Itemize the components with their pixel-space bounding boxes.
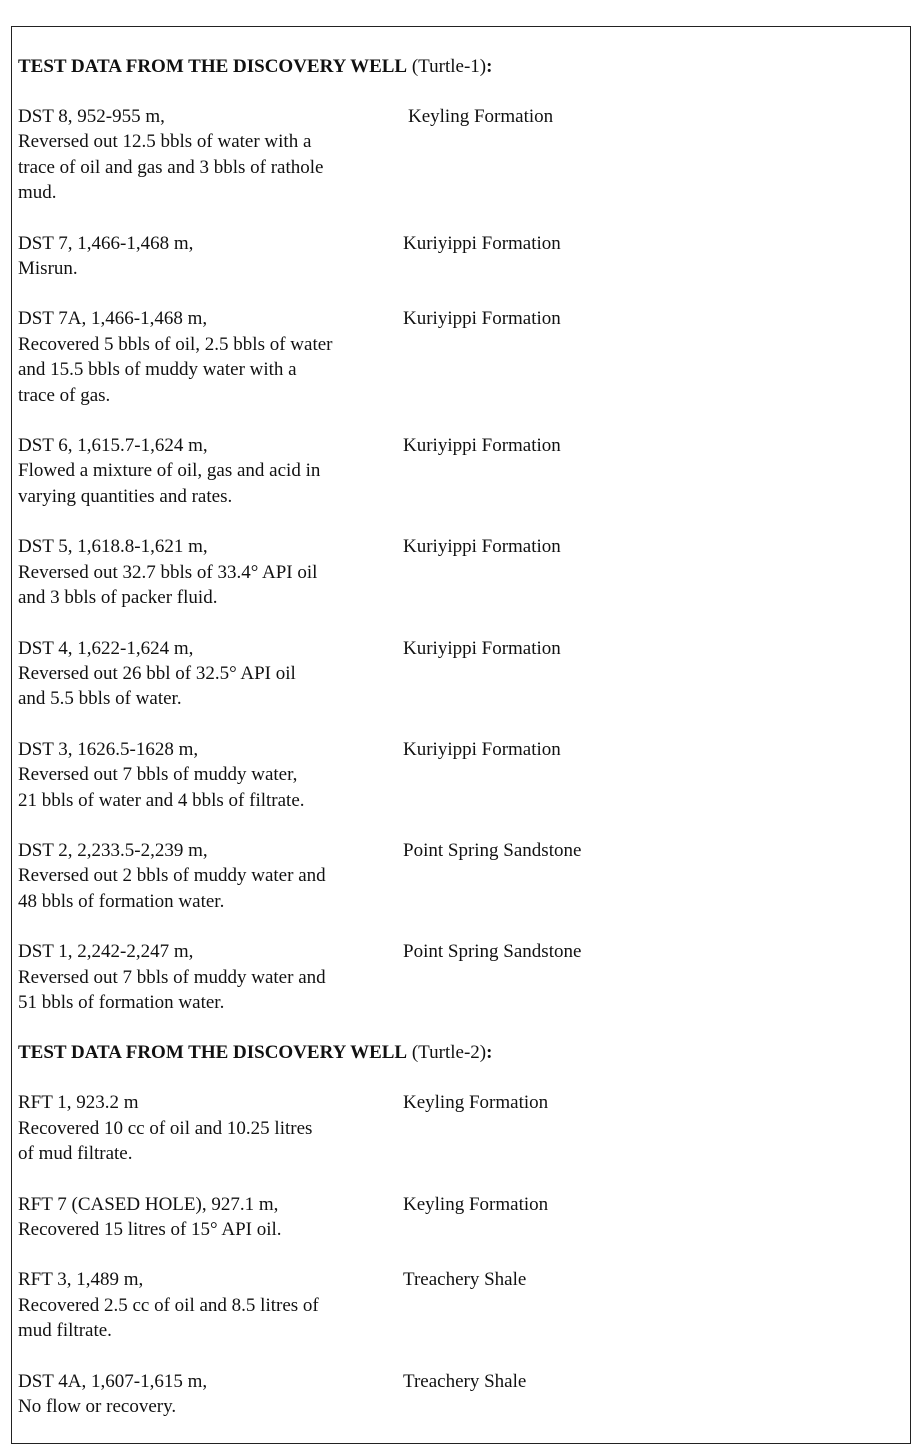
test-description bbox=[18, 104, 388, 206]
heading-bold: TEST DATA FROM THE DISCOVERY WELL bbox=[18, 56, 408, 77]
section-turtle-2 bbox=[18, 1040, 898, 1419]
test-line: Recovered 2.5 cc of oil and 8.5 litres of bbox=[18, 1294, 319, 1316]
heading-colon: : bbox=[486, 1042, 493, 1064]
formation-name: Keyling Formation bbox=[403, 1193, 549, 1215]
test-line: DST 4A, 1,607-1,615 m, bbox=[18, 1370, 208, 1392]
test-line: mud. bbox=[18, 182, 57, 204]
test-description bbox=[18, 838, 388, 914]
heading-well: (Turtle-1) bbox=[407, 56, 487, 77]
test-line: and 3 bbls of packer fluid. bbox=[18, 587, 218, 609]
test-description bbox=[18, 1090, 388, 1166]
test-line: DST 3, 1626.5-1628 m, bbox=[18, 738, 199, 760]
test-description bbox=[18, 1369, 388, 1420]
test-entry bbox=[18, 231, 898, 282]
test-description bbox=[18, 636, 388, 712]
test-description bbox=[18, 433, 388, 509]
formation-name: Kuriyippi Formation bbox=[403, 637, 561, 659]
test-line: DST 1, 2,242-2,247 m, bbox=[18, 941, 194, 963]
heading-well: (Turtle-2) bbox=[407, 1042, 487, 1064]
test-entry bbox=[18, 433, 898, 509]
test-line: RFT 3, 1,489 m, bbox=[18, 1269, 144, 1291]
test-line: Recovered 10 cc of oil and 10.25 litres bbox=[18, 1117, 313, 1139]
test-line: Recovered 15 litres of 15° API oil. bbox=[18, 1219, 282, 1240]
test-entry bbox=[18, 306, 898, 408]
test-line: Reversed out 7 bbls of muddy water and bbox=[18, 966, 326, 988]
test-line: 48 bbls of formation water. bbox=[18, 890, 225, 912]
formation-name: Treachery Shale bbox=[403, 1269, 527, 1291]
test-description bbox=[18, 939, 388, 1015]
test-line: DST 7, 1,466-1,468 m, bbox=[18, 232, 194, 254]
formation-name: Kuriyippi Formation bbox=[403, 536, 561, 558]
test-line: Reversed out 26 bbl of 32.5° API oil bbox=[18, 662, 296, 684]
test-entry bbox=[18, 939, 898, 1015]
test-line: and 5.5 bbls of water. bbox=[18, 688, 182, 710]
section-turtle-1 bbox=[18, 54, 898, 1015]
test-description bbox=[18, 1267, 388, 1343]
test-entry bbox=[18, 1192, 898, 1243]
section-heading bbox=[18, 1040, 898, 1065]
heading-bold: TEST DATA FROM THE DISCOVERY WELL bbox=[18, 1042, 408, 1064]
test-description bbox=[18, 1192, 388, 1243]
test-line: 21 bbls of water and 4 bbls of filtrate. bbox=[18, 789, 305, 811]
formation-name: Kuriyippi Formation bbox=[403, 738, 561, 760]
test-line: varying quantities and rates. bbox=[18, 485, 233, 507]
document-content bbox=[18, 54, 898, 1444]
test-line: DST 6, 1,615.7-1,624 m, bbox=[18, 435, 208, 457]
test-entry bbox=[18, 838, 898, 914]
test-line: RFT 1, 923.2 m bbox=[18, 1092, 139, 1114]
test-line: and 15.5 bbls of muddy water with a bbox=[18, 359, 297, 381]
formation-name: Kuriyippi Formation bbox=[403, 232, 561, 254]
test-line: DST 4, 1,622-1,624 m, bbox=[18, 637, 194, 659]
test-line: Reversed out 32.7 bbls of 33.4° API oil bbox=[18, 561, 318, 583]
test-line: Reversed out 7 bbls of muddy water, bbox=[18, 764, 298, 786]
test-entry bbox=[18, 636, 898, 712]
test-line: DST 5, 1,618.8-1,621 m, bbox=[18, 536, 208, 558]
formation-name: Point Spring Sandstone bbox=[403, 941, 582, 963]
test-line: Reversed out 12.5 bbls of water with a bbox=[18, 131, 312, 153]
test-line: 51 bbls of formation water. bbox=[18, 991, 225, 1013]
test-description bbox=[18, 737, 388, 813]
test-entry bbox=[18, 737, 898, 813]
test-line: Recovered 5 bbls of oil, 2.5 bbls of water bbox=[18, 333, 333, 355]
formation-name: Kuriyippi Formation bbox=[403, 308, 561, 330]
formation-name: Treachery Shale bbox=[403, 1370, 527, 1392]
test-description bbox=[18, 534, 388, 610]
test-line: RFT 7 (CASED HOLE), 927.1 m, bbox=[18, 1193, 279, 1215]
test-line: Misrun. bbox=[18, 258, 78, 280]
test-line: DST 2, 2,233.5-2,239 m, bbox=[18, 839, 208, 861]
formation-name: Keyling Formation bbox=[403, 1092, 549, 1114]
test-entry bbox=[18, 1267, 898, 1343]
test-line: Reversed out 2 bbls of muddy water and bbox=[18, 865, 326, 887]
section-heading bbox=[18, 54, 898, 79]
test-entry bbox=[18, 1090, 898, 1166]
test-entry bbox=[18, 534, 898, 610]
test-line: DST 7A, 1,466-1,468 m, bbox=[18, 308, 208, 330]
test-line: No flow or recovery. bbox=[18, 1396, 177, 1418]
test-line: trace of gas. bbox=[18, 384, 111, 406]
test-line: mud filtrate. bbox=[18, 1320, 112, 1342]
test-description bbox=[18, 306, 388, 408]
test-line: DST 8, 952-955 m, bbox=[18, 106, 165, 127]
test-entry bbox=[18, 1369, 898, 1420]
formation-name: Point Spring Sandstone bbox=[403, 839, 582, 861]
test-line: Flowed a mixture of oil, gas and acid in bbox=[18, 460, 321, 482]
formation-name: Kuriyippi Formation bbox=[403, 435, 561, 457]
test-entry bbox=[18, 104, 898, 206]
formation-name: Keyling Formation bbox=[408, 106, 554, 127]
test-line: of mud filtrate. bbox=[18, 1143, 133, 1165]
heading-colon: : bbox=[486, 56, 493, 77]
test-description bbox=[18, 231, 388, 282]
test-line: trace of oil and gas and 3 bbls of rathole bbox=[18, 156, 324, 178]
